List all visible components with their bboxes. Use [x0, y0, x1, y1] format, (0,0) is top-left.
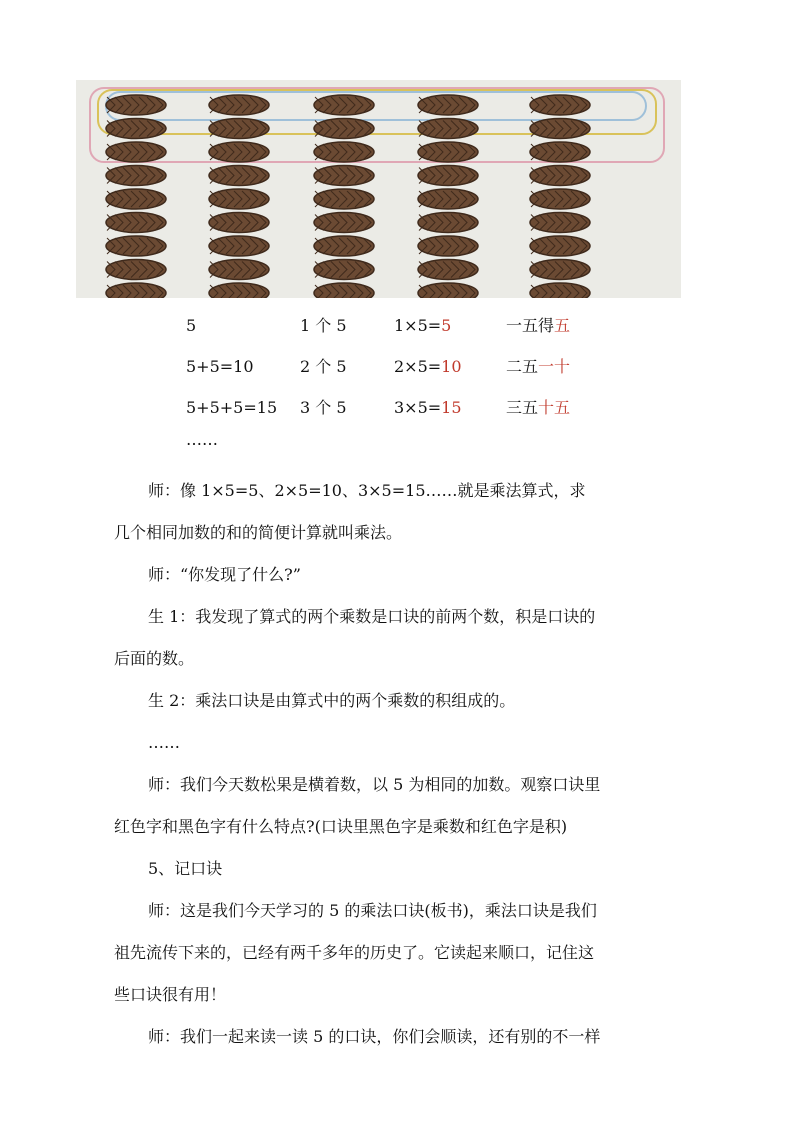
paragraph-teacher-5: 师：我们一起来读一读 5 的口诀，你们会顺读，还有别的不一样 — [148, 1027, 601, 1046]
pinecone-icon — [209, 283, 269, 298]
pinecone-icon — [106, 142, 166, 162]
addition-expression: 5 — [186, 316, 197, 335]
paragraph-teacher-2: 师：“你发现了什么?” — [148, 565, 301, 584]
table-ellipsis: …… — [186, 430, 218, 449]
count-text: 2 个 5 — [300, 357, 347, 376]
pinecone-icon — [530, 95, 590, 115]
pinecone-icon — [209, 119, 269, 139]
addition-expression: 5+5+5=15 — [186, 398, 278, 417]
count-text: 1 个 5 — [300, 316, 347, 335]
count-text: 3 个 5 — [300, 398, 347, 417]
pinecone-icon — [418, 236, 478, 256]
pinecone-picture — [76, 80, 681, 298]
pinecone-icon — [418, 95, 478, 115]
table-row — [186, 308, 666, 349]
pinecone-icon — [106, 119, 166, 139]
paragraph-ellipsis: …… — [148, 733, 180, 752]
pinecone-icon — [209, 142, 269, 162]
pinecone-icon — [314, 166, 374, 186]
pinecone-icon — [209, 213, 269, 233]
paragraph-teacher-4-end: 些口诀很有用！ — [114, 985, 227, 1004]
paragraph-teacher-4-cont: 祖先流传下来的，已经有两千多年的历史了。它读起来顺口，记住这 — [114, 943, 595, 962]
verse-product: 一十 — [538, 357, 571, 376]
paragraph-student-1-cont: 后面的数。 — [114, 649, 195, 668]
paragraph-teacher-3-cont: 红色字和黑色字有什么特点?(口诀里黑色字是乘数和红色字是积) — [114, 817, 568, 836]
pinecone-icon — [530, 283, 590, 298]
pinecone-icon — [106, 189, 166, 209]
pinecone-icon — [530, 119, 590, 139]
paragraph-teacher-1: 师：像 1×5=5、2×5=10、3×5=15……就是乘法算式，求 — [148, 481, 586, 500]
equation-product: 10 — [441, 357, 462, 376]
verse-product: 十五 — [538, 398, 571, 417]
pinecone-icon — [418, 283, 478, 298]
multiplication-equation — [394, 349, 462, 385]
equation-product: 15 — [441, 398, 462, 417]
pinecone-icon — [418, 260, 478, 280]
pinecone-icon — [106, 283, 166, 298]
pinecone-icon — [418, 142, 478, 162]
multiplication-equation — [394, 308, 451, 344]
equation-product: 5 — [441, 316, 452, 335]
pinecone-icon — [209, 236, 269, 256]
pinecone-icon — [106, 166, 166, 186]
verse-factors: 一五得 — [506, 316, 555, 335]
multiplication-equation — [394, 390, 462, 426]
equation-left: 1×5= — [394, 316, 442, 335]
addition-expression: 5+5=10 — [186, 357, 254, 376]
paragraph-teacher-3: 师：我们今天数松果是横着数，以 5 为相同的加数。观察口诀里 — [148, 775, 601, 794]
paragraph-student-1: 生 1：我发现了算式的两个乘数是口诀的前两个数，积是口诀的 — [148, 607, 596, 626]
pinecone-icon — [314, 213, 374, 233]
pinecone-grid — [76, 80, 681, 298]
pinecone-icon — [530, 166, 590, 186]
multiplication-table — [186, 308, 666, 431]
pinecone-icon — [209, 260, 269, 280]
equation-left: 2×5= — [394, 357, 442, 376]
pinecone-icon — [530, 142, 590, 162]
pinecone-icon — [106, 213, 166, 233]
paragraph-student-2: 生 2：乘法口诀是由算式中的两个乘数的积组成的。 — [148, 691, 516, 710]
pinecone-icon — [209, 166, 269, 186]
pinecone-icon — [418, 166, 478, 186]
equation-left: 3×5= — [394, 398, 442, 417]
verse-factors: 三五 — [506, 398, 539, 417]
section-heading: 5、记口诀 — [148, 859, 223, 878]
multiplication-verse — [506, 390, 570, 426]
pinecone-icon — [530, 189, 590, 209]
pinecone-icon — [106, 260, 166, 280]
pinecone-icon — [314, 189, 374, 209]
pinecone-icon — [106, 95, 166, 115]
pinecone-icon — [106, 236, 166, 256]
multiplication-verse — [506, 308, 570, 344]
pinecone-icon — [314, 283, 374, 298]
pinecone-icon — [418, 213, 478, 233]
pinecone-icon — [314, 95, 374, 115]
paragraph-teacher-4: 师：这是我们今天学习的 5 的乘法口诀(板书)，乘法口诀是我们 — [148, 901, 597, 920]
table-row — [186, 390, 666, 431]
pinecone-icon — [418, 119, 478, 139]
multiplication-verse — [506, 349, 570, 385]
pinecone-icon — [314, 119, 374, 139]
pinecone-icon — [530, 213, 590, 233]
pinecone-icon — [530, 260, 590, 280]
pinecone-icon — [418, 189, 478, 209]
pinecone-icon — [209, 189, 269, 209]
pinecone-icon — [314, 260, 374, 280]
paragraph-teacher-1-cont: 几个相同加数的和的简便计算就叫乘法。 — [114, 523, 403, 542]
pinecone-icon — [314, 142, 374, 162]
table-row — [186, 349, 666, 390]
verse-product: 五 — [554, 316, 571, 335]
pinecone-icon — [314, 236, 374, 256]
pinecone-icon — [209, 95, 269, 115]
pinecone-icon — [530, 236, 590, 256]
verse-factors: 二五 — [506, 357, 539, 376]
